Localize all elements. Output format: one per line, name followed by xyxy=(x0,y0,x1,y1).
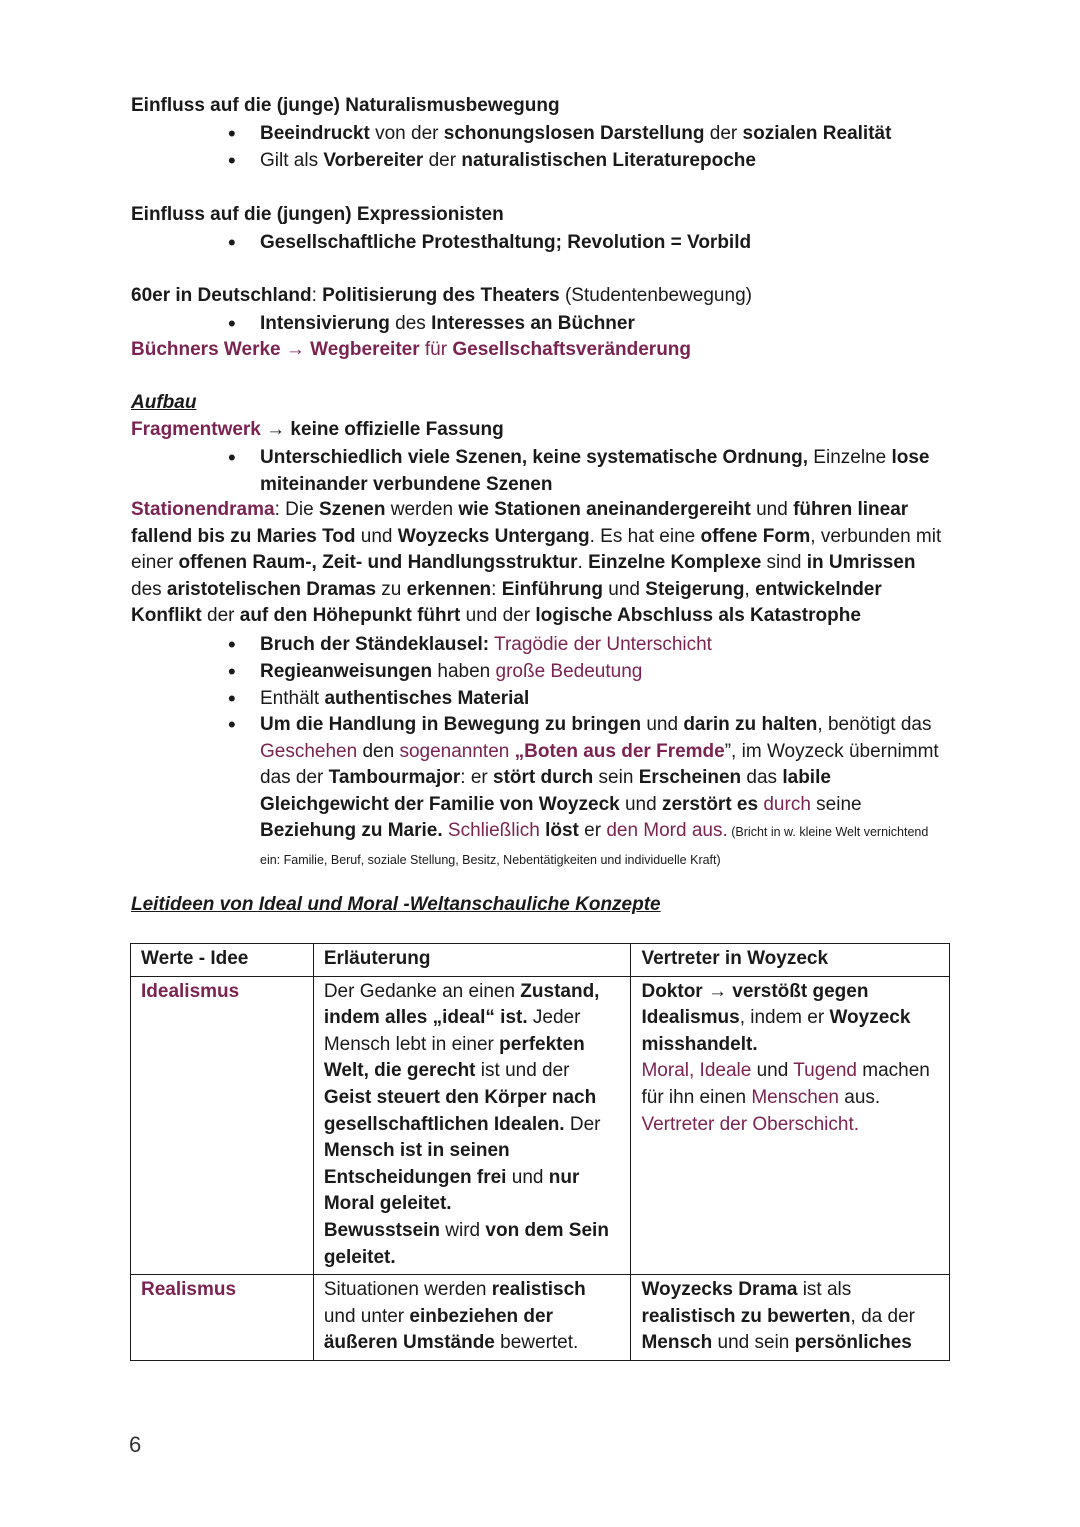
page-number: 6 xyxy=(129,1432,142,1457)
list-item: • Um die Handlung in Bewegung zu bringen und darin zu halten, benötigt das Geschehen den sogenannten „Boten aus der Fremde”, im Woyzeck übernimmt das der Tambourmajor: er stört durch sein Erscheinen das labile Gleichgewicht der Familie von Woyzeck und zerstört es durch seine Beziehung zu Marie. Schließlich löst er den Mord aus. (Bricht in w. kleine Welt vernichtend ein: Familie, Beruf, soziale Stellung, Besitz, Nebentätigkeiten und individuelle Kraft) xyxy=(228,712,948,874)
table-row xyxy=(131,976,950,1275)
list-item: • Unterschiedlich viele Szenen, keine systematische Ordnung, Einzelne lose miteinander verbundene Szenen xyxy=(228,444,948,498)
list-item: • Intensivierung des Interesses an Büchner xyxy=(228,310,948,337)
stationendrama-paragraph: Stationendrama: Die Szenen werden wie Stationen aneinandergereiht und führen linear fallend bis zu Maries Tod und Woyzecks Untergang. Es hat eine offene Form, verbunden mit einer offenen Raum-, Zeit- und Handlungsstruktur. Einzelne Komplexe sind in Umrissen des aristotelischen Dramas zu erkennen: Einführung und Steigerung, entwickelnder Konflikt der auf den Höhepunkt führt und der logische Abschluss als Katastrophe xyxy=(131,499,942,627)
werte-table xyxy=(130,943,950,1361)
table-header-cell: Werte - Idee xyxy=(131,944,314,977)
list-item: • Gesellschaftliche Protesthaltung; Revolution = Vorbild xyxy=(228,229,948,256)
bullet-list-fragment xyxy=(228,444,948,498)
table-header-row xyxy=(131,944,950,977)
section-heading-leitideen: Leitideen von Ideal und Moral -Weltanschauliche Konzepte xyxy=(131,894,661,915)
section-heading-aufbau: Aufbau xyxy=(131,392,197,413)
bullet-list-stationendrama xyxy=(228,631,948,874)
bullet-list-naturalismus xyxy=(228,120,948,174)
list-item: • Bruch der Ständeklausel: Tragödie der Unterschicht xyxy=(228,631,948,658)
list-item: • Enthält authentisches Material xyxy=(228,685,948,712)
list-item: • Regieanweisungen haben große Bedeutung xyxy=(228,658,948,685)
table-cell: Doktor → verstößt gegen Idealismus, indem er Woyzeck misshandelt. Moral, Ideale und Tugend machen für ihn einen Menschen aus. Vertreter der Oberschicht. xyxy=(631,976,950,1275)
bullet-list-60er xyxy=(228,310,948,337)
conclusion-line: Büchners Werke → Wegbereiter für Gesellschaftsveränderung xyxy=(131,339,692,360)
table-cell: Situationen werden realistisch und unter einbeziehen der äußeren Umstände bewertet. xyxy=(313,1275,631,1361)
table-header-cell: Erläuterung xyxy=(313,944,631,977)
table-cell: Woyzecks Drama ist als realistisch zu bewerten, da der Mensch und sein persönliches xyxy=(631,1275,950,1361)
table-header-cell: Vertreter in Woyzeck xyxy=(631,944,950,977)
table-cell: Realismus xyxy=(131,1275,314,1361)
section-heading-naturalismus: Einfluss auf die (junge) Naturalismusbewegung xyxy=(131,95,560,116)
list-item: • Gilt als Vorbereiter der naturalistischen Literaturepoche xyxy=(228,147,948,174)
section-heading-60er: 60er in Deutschland: Politisierung des Theaters (Studentenbewegung) xyxy=(131,285,752,306)
table-row xyxy=(131,1275,950,1361)
table-cell: Der Gedanke an einen Zustand, indem alles „ideal“ ist. Jeder Mensch lebt in einer perfekten Welt, die gerecht ist und der Geist steuert den Körper nach gesellschaftlichen Idealen. Der Mensch ist in seinen Entscheidungen frei und nur Moral geleitet. Bewusstsein wird von dem Sein geleitet. xyxy=(313,976,631,1275)
bullet-list-expressionisten xyxy=(228,229,948,256)
section-heading-expressionisten: Einfluss auf die (jungen) Expressionisten xyxy=(131,204,504,225)
table-cell: Idealismus xyxy=(131,976,314,1275)
fragmentwerk-line: Fragmentwerk → keine offizielle Fassung xyxy=(131,419,504,440)
list-item: • Beeindruckt von der schonungslosen Darstellung der sozialen Realität xyxy=(228,120,948,147)
